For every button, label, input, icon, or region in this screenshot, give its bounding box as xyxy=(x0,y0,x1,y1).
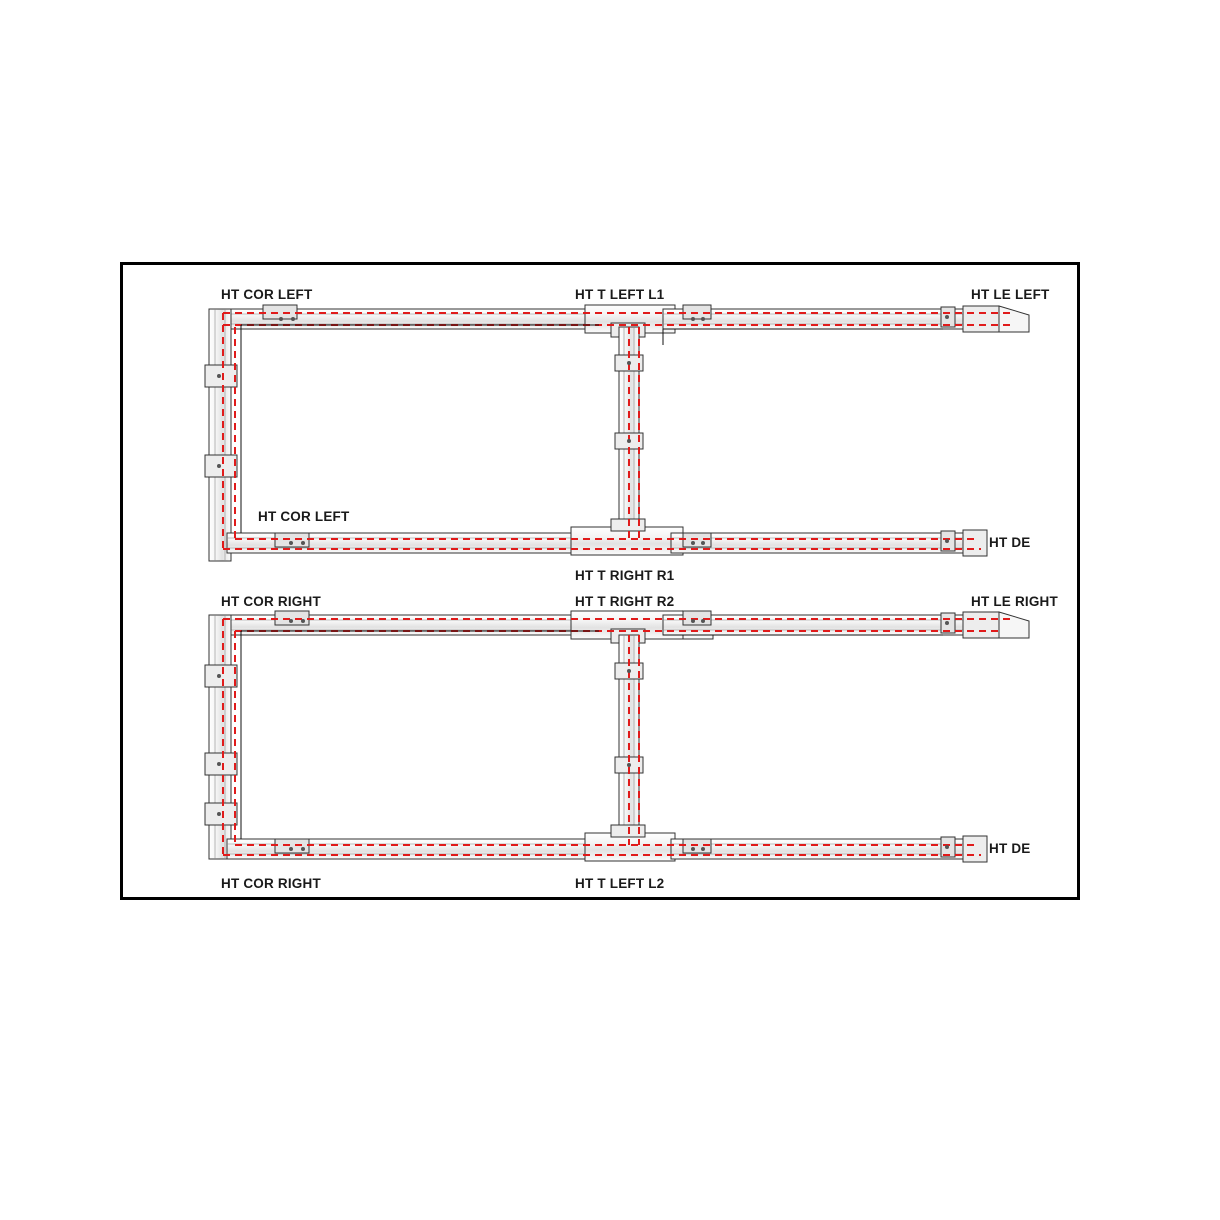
label-ht-cor-left-mid: HT COR LEFT xyxy=(255,508,352,525)
label-ht-de-bottom: HT DE xyxy=(989,841,1031,856)
label-ht-t-left-l1: HT T LEFT L1 xyxy=(575,287,665,302)
label-ht-t-left-l2: HT T LEFT L2 xyxy=(575,876,665,891)
label-ht-t-right-r1: HT T RIGHT R1 xyxy=(575,568,675,583)
diagram-area xyxy=(123,265,1077,897)
label-ht-cor-left-top: HT COR LEFT xyxy=(221,287,313,302)
label-ht-cor-right-bottom: HT COR RIGHT xyxy=(221,876,321,891)
label-ht-le-left: HT LE LEFT xyxy=(971,287,1050,302)
fastener-details xyxy=(217,315,949,851)
lower-assembly xyxy=(205,611,1029,862)
drawing-frame xyxy=(120,262,1080,900)
label-ht-de-top: HT DE xyxy=(989,535,1031,550)
label-ht-cor-right-top: HT COR RIGHT xyxy=(221,594,321,609)
label-ht-le-right: HT LE RIGHT xyxy=(971,594,1058,609)
label-ht-t-right-r2: HT T RIGHT R2 xyxy=(575,594,675,609)
